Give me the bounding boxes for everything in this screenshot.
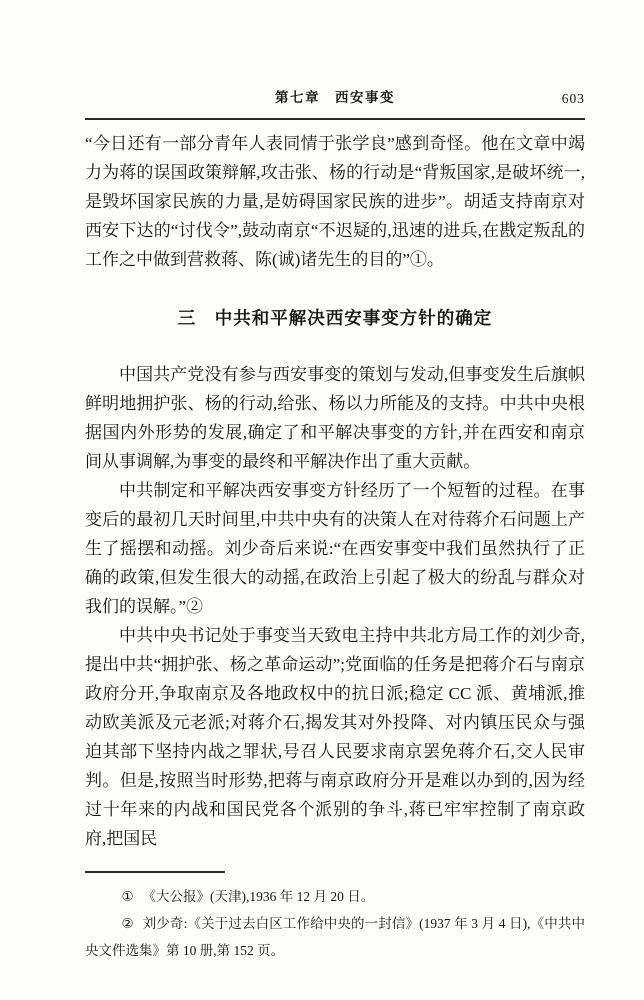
running-header — [85, 89, 585, 120]
paragraph: 中共制定和平解决西安事变方针经历了一个短暂的过程。在事变后的最初几天时间里,中共中央有的决策人在对待蒋介石问题上产生了摇摆和动摇。刘少奇后来说:“在西安事变中我们虽然执行了正确的政策,但发生很大的动摇,在政治上引起了极大的纷乱与群众对我们的误解。”② — [85, 481, 585, 616]
footnote-separator — [85, 871, 225, 873]
body-text — [85, 129, 585, 853]
page-number: 603 — [561, 91, 585, 106]
footnotes-section — [85, 871, 585, 964]
footnote-marker: ① — [121, 889, 134, 904]
footnote — [85, 910, 585, 964]
paragraph-continuation: “今日还有一部分青年人表同情于张学良”感到奇怪。他在文章中竭力为蒋的误国政策辩解,攻击张、杨的行动是“背叛国家,是破坏统一,是毁坏国家民族的力量,是妨碍国家民族的进步”。胡适支持南京对西安下达的“讨伐令”,鼓动南京“不迟疑的,迅速的进兵,在戡定叛乱的工作之中做到营救蒋、陈(诚)诸先生的目的”①。 — [85, 134, 585, 269]
page-content — [85, 0, 585, 964]
paragraph: 中共中央书记处于事变当天致电主持中共北方局工作的刘少奇,提出中共“拥护张、杨之革命运动”;党面临的任务是把蒋介石与南京政府分开,争取南京及各地政权中的抗日派;稳定 CC 派、黄埔派,推动欧美派及元老派;对蒋介石,揭发其对外投降、对内镇压民众与强迫其部下坚持内战之罪状,号召人民要求南京罢免蒋介石,交人民审判。但是,按照当时形势,把蒋与南京政府分开是难以办到的,因为经过十年来的内战和国民党各个派别的争斗,蒋已牢牢控制了南京政府,把国民 — [85, 626, 585, 848]
running-header-chapter-title: 第七章 西安事变 — [275, 90, 395, 105]
footnote-text: 《大公报》(天津),1936 年 12 月 20 日。 — [142, 889, 375, 904]
footnote — [85, 883, 585, 910]
section-heading: 三 中共和平解决西安事变方针的确定 — [177, 308, 493, 328]
paragraph: 中国共产党没有参与西安事变的策划与发动,但事变发生后旗帜鲜明地拥护张、杨的行动,给张、杨以力所能及的支持。中共中央根据国内外形势的发展,确定了和平解决事变的方针,并在西安和南京间从事调解,为事变的最终和平解决作出了重大贡献。 — [85, 365, 585, 471]
footnote-marker: ② — [121, 916, 134, 931]
footnote-text: 刘少奇:《关于过去白区工作给中央的一封信》(1937 年 3 月 4 日),《中共中央文件选集》第 10 册,第 152 页。 — [85, 916, 585, 958]
